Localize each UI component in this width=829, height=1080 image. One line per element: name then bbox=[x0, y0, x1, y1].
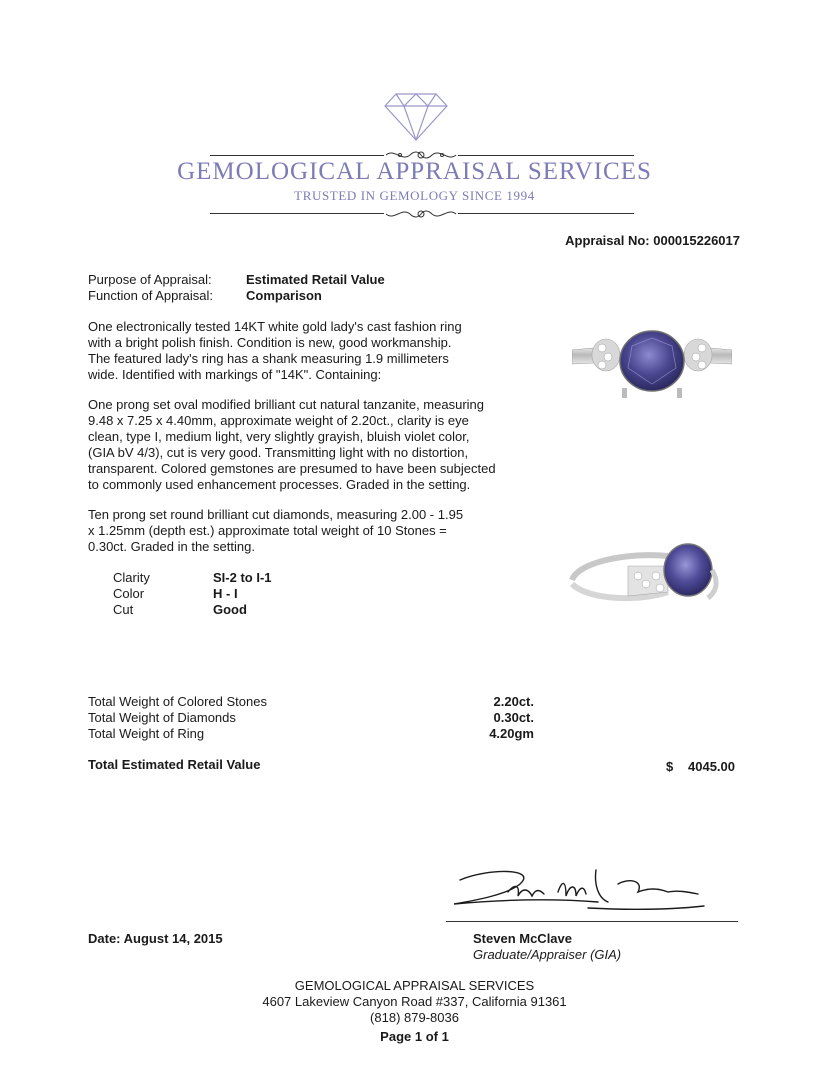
total-colored-stones-value: 2.20ct. bbox=[493, 694, 534, 709]
ring-photo-side bbox=[568, 540, 734, 612]
clarity-value: SI-2 to I-1 bbox=[213, 570, 272, 585]
diamond-description bbox=[88, 507, 528, 555]
total-ring-value: 4.20gm bbox=[489, 726, 534, 741]
appraisal-date: Date: August 14, 2015 bbox=[88, 931, 223, 946]
ring-photo-top bbox=[572, 328, 732, 406]
footer-phone: (818) 879-8036 bbox=[370, 1010, 459, 1025]
text-line: One electronically tested 14KT white gold lady's cast fashion ring bbox=[88, 319, 462, 334]
total-diamonds-label: Total Weight of Diamonds bbox=[88, 710, 236, 725]
text-line: (GIA bV 4/3), cut is very good. Transmitting light with no distortion, bbox=[88, 445, 469, 460]
function-label: Function of Appraisal: bbox=[88, 288, 214, 303]
text-line: transparent. Colored gemstones are presumed to have been subjected bbox=[88, 461, 496, 476]
text-line: One prong set oval modified brilliant cut natural tanzanite, measuring bbox=[88, 397, 484, 412]
header-rule-bottom-left bbox=[210, 213, 384, 214]
color-label: Color bbox=[113, 586, 145, 601]
text-line: clean, type I, medium light, very slightly grayish, bluish violet color, bbox=[88, 429, 470, 444]
footer-address: 4607 Lakeview Canyon Road #337, California 91361 bbox=[262, 994, 567, 1009]
company-tagline: TRUSTED IN GEMOLOGY SINCE 1994 bbox=[294, 188, 535, 203]
header-rule-top-right bbox=[458, 155, 634, 156]
text-line: The featured lady's ring has a shank measuring 1.9 millimeters bbox=[88, 351, 449, 366]
currency-symbol: $ bbox=[666, 759, 674, 774]
appraisal-number: Appraisal No: 000015226017 bbox=[565, 233, 740, 248]
appraiser-title: Graduate/Appraiser (GIA) bbox=[473, 947, 622, 962]
header-rule-top-left bbox=[210, 155, 384, 156]
cut-label: Cut bbox=[113, 602, 134, 617]
signature-line bbox=[446, 921, 738, 922]
color-value: H - I bbox=[213, 586, 238, 601]
cut-value: Good bbox=[213, 602, 247, 617]
purpose-value: Estimated Retail Value bbox=[246, 272, 385, 287]
text-line: 0.30ct. Graded in the setting. bbox=[88, 539, 255, 554]
company-title: GEMOLOGICAL APPRAISAL SERVICES bbox=[177, 158, 652, 185]
diamond-icon bbox=[384, 92, 448, 142]
ring-description bbox=[88, 319, 528, 383]
text-line: x 1.25mm (depth est.) approximate total weight of 10 Stones = bbox=[88, 523, 447, 538]
page-number: Page 1 of 1 bbox=[380, 1029, 449, 1044]
header-rule-bottom-right bbox=[458, 213, 634, 214]
retail-value-amount: 4045.00 bbox=[688, 759, 735, 774]
appraiser-name: Steven McClave bbox=[473, 931, 572, 946]
text-line: wide. Identified with markings of "14K". Containing: bbox=[88, 367, 382, 382]
clarity-label: Clarity bbox=[113, 570, 150, 585]
ornament-flourish-icon bbox=[384, 205, 458, 223]
total-ring-label: Total Weight of Ring bbox=[88, 726, 205, 741]
text-line: 9.48 x 7.25 x 4.40mm, approximate weight of 2.20ct., clarity is eye bbox=[88, 413, 469, 428]
text-line: with a bright polish finish. Condition is new, good workmanship. bbox=[88, 335, 452, 350]
purpose-label: Purpose of Appraisal: bbox=[88, 272, 212, 287]
signature-image bbox=[448, 862, 708, 916]
total-colored-stones-label: Total Weight of Colored Stones bbox=[88, 694, 267, 709]
footer-company: GEMOLOGICAL APPRAISAL SERVICES bbox=[294, 978, 535, 993]
tanzanite-description bbox=[88, 397, 528, 493]
text-line: Ten prong set round brilliant cut diamonds, measuring 2.00 - 1.95 bbox=[88, 507, 464, 522]
retail-value-label: Total Estimated Retail Value bbox=[88, 757, 261, 772]
function-value: Comparison bbox=[246, 288, 322, 303]
total-diamonds-value: 0.30ct. bbox=[493, 710, 534, 725]
text-line: to commonly used enhancement processes. Graded in the setting. bbox=[88, 477, 471, 492]
